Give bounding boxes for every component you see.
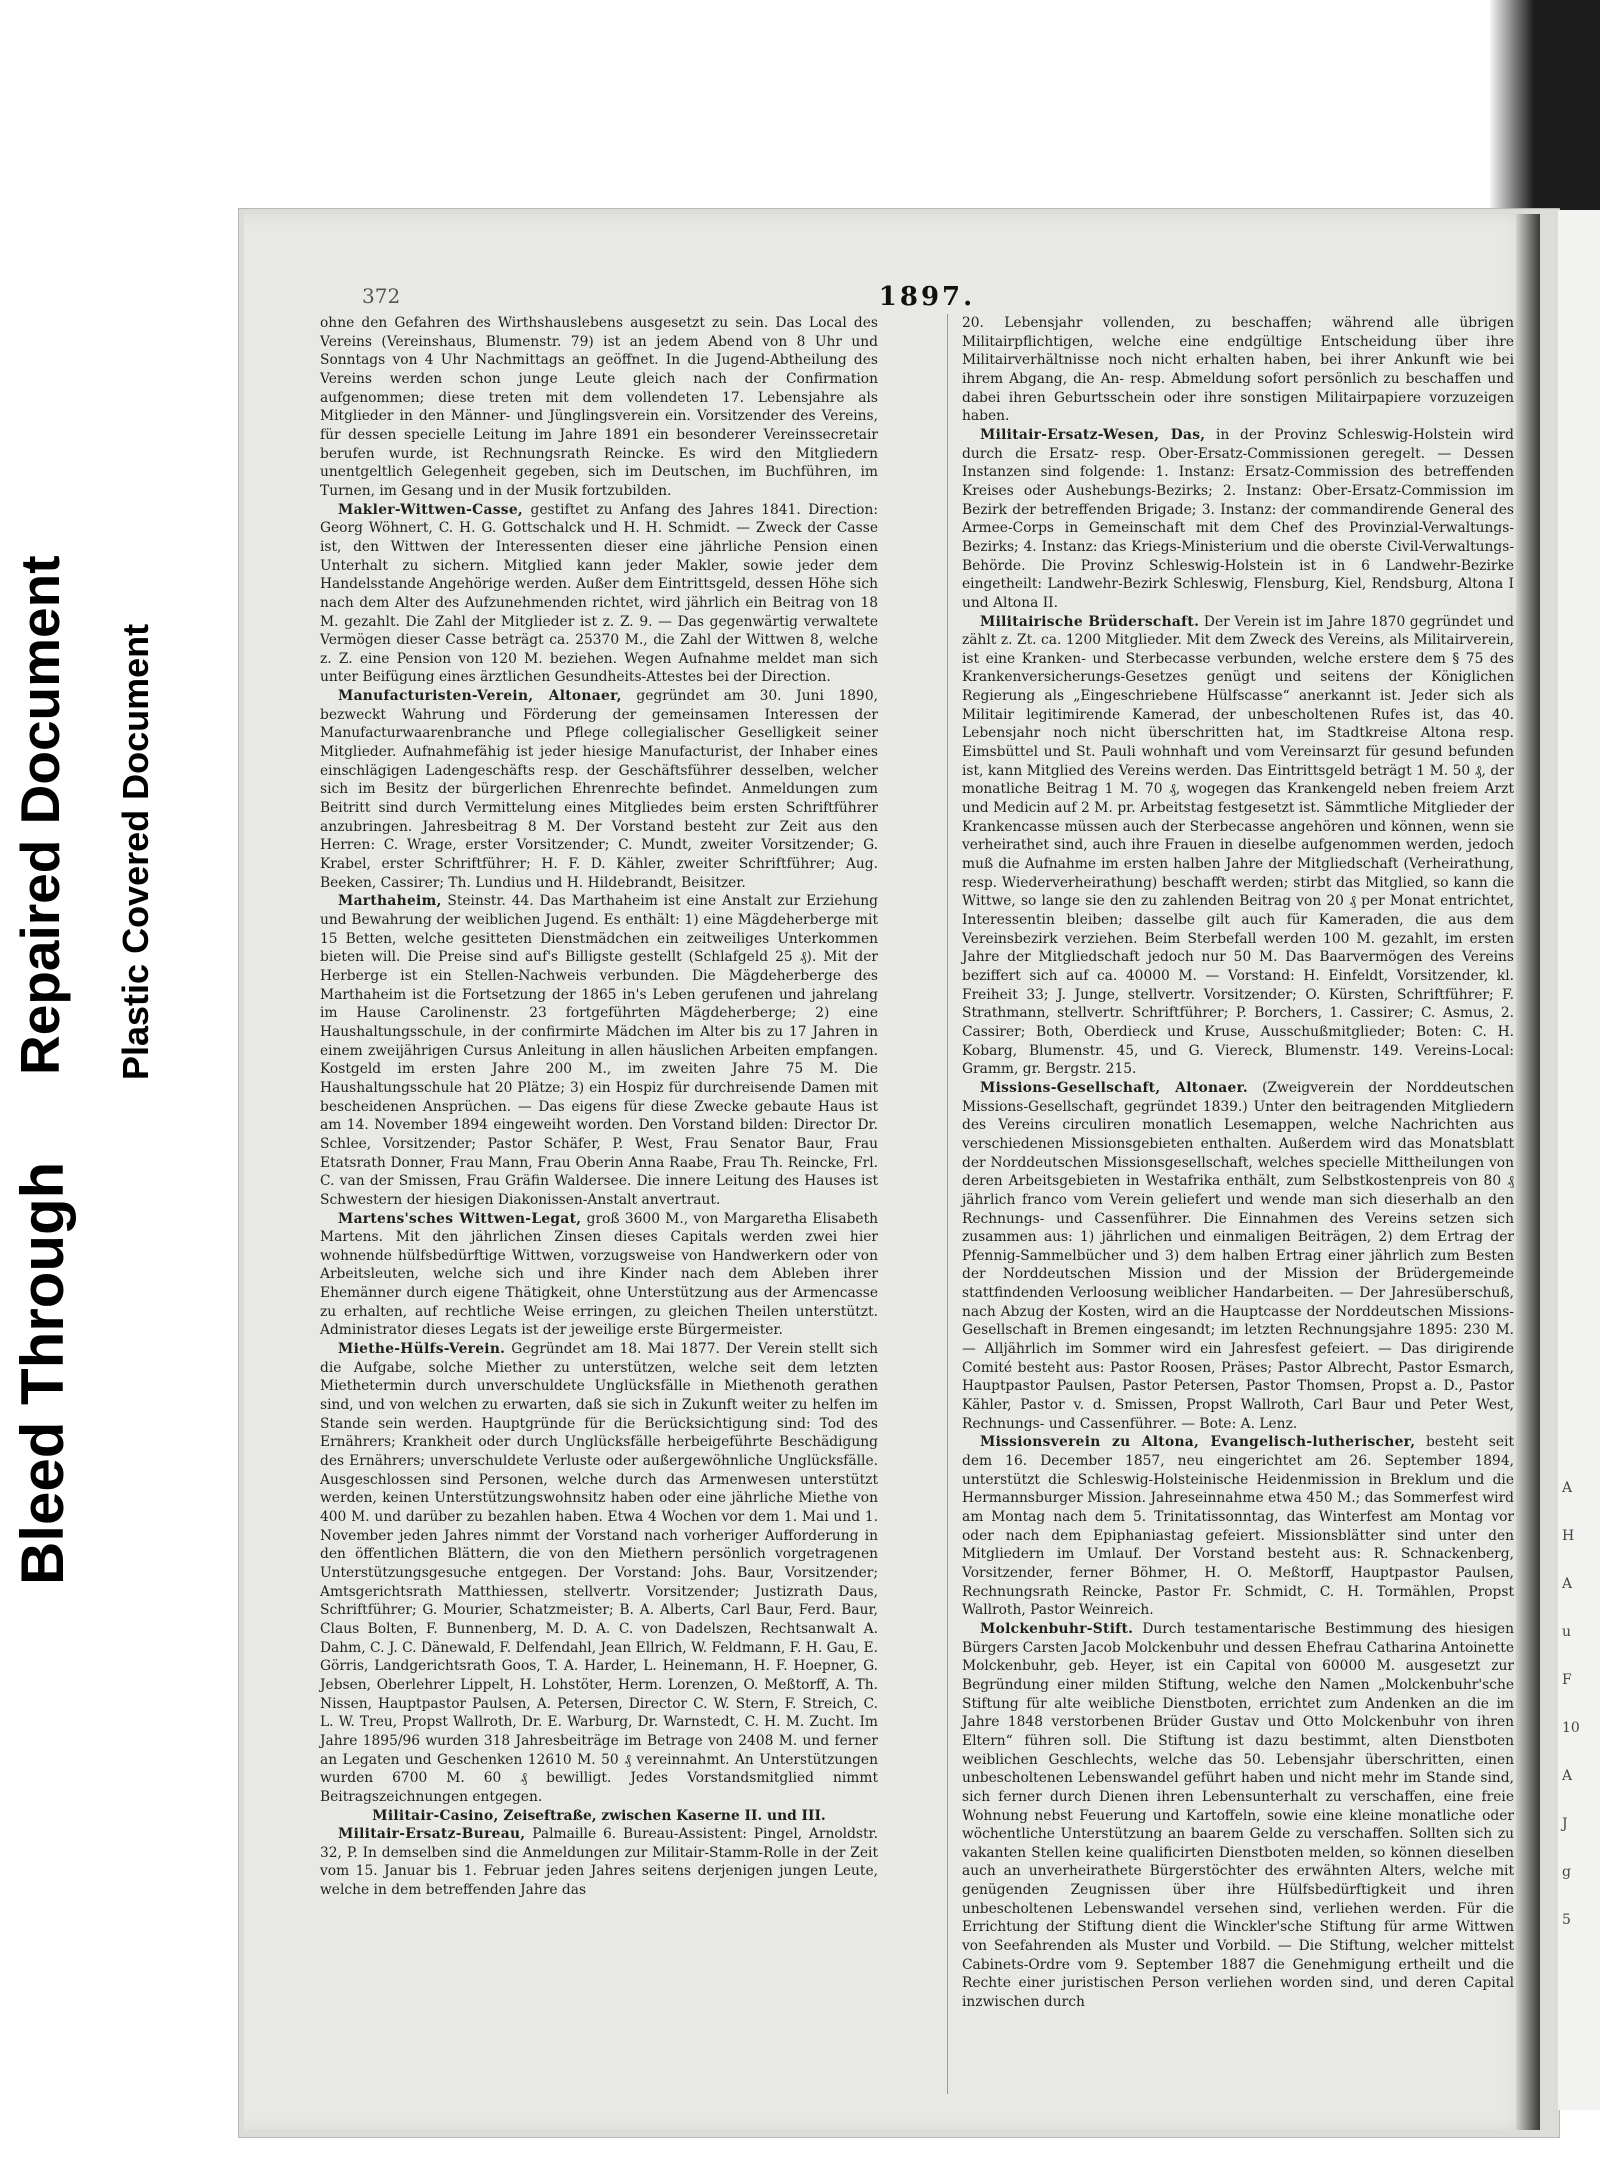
entry-heading: Martens'sches Wittwen-Legat, (338, 1210, 582, 1227)
entry-heading: Manufacturisten-Verein, Altonaer, (338, 688, 622, 705)
edge-glyph: 5 (1562, 1912, 1571, 1928)
entry-paragraph (962, 314, 1514, 426)
entry-paragraph (320, 501, 878, 688)
entry-heading: Militairische Brüderschaft. (980, 613, 1200, 630)
entry-paragraph (320, 1825, 878, 1900)
entry-text: (Zweigverein der Norddeutschen Missions-Gesellschaft, gegründet 1839.) Unter den beitragenden Mitgliedern des Vereins circuliren monatlich Lesemappen, welche Nachrichten aus verschiedenen Missionsgebieten enthalten. Außerdem wird das Monatsblatt der Norddeutschen Missionsgesellschaft, welches specielle Mittheilungen von deren Arbeitsgebieten in Westafrika enthält, zum Selbstkostenpreis von 80 ₰ jährlich franco vom Verein geliefert und wende man sich dieserhalb an den Rechnungs- und Cassenführer. Die Einnahmen des Vereins setzen sich zusammen aus: 1) jährlichen und einmaligen Beiträgen, 2) dem Ertrag der Pfennig-Sammelbücher und 3) dem halben Ertrag einer jährlich zum Besten der Norddeutschen Mission und der Mission der Brüdergemeinde stattfindenden Verloosung weiblicher Handarbeiten. — Der Jahresüberschuß, nach Abzug der Kosten, wird an die Hauptcasse der Norddeutschen Missions-Gesellschaft in Bremen eingesandt; im letzten Rechnungsjahre 1895: 230 M. — Alljährlich im Sommer wird ein Jahresfest gefeiert. — Das dirigirende Comité besteht aus: Pastor Roosen, Präses; Pastor Albrecht, Pastor Esmarch, Hauptpastor Paulsen, Pastor Petersen, Pastor Thomsen, Propst a. D., Pastor Kähler, Pastor v. d. Smissen, Propst Wallroth, Carl Baur und Peter West, Rechnungs- und Cassenführer. — Bote: A. Lenz. (962, 1079, 1514, 1432)
edge-glyph: g (1562, 1864, 1571, 1880)
entry-text: Durch testamentarische Bestimmung des hiesigen Bürgers Carsten Jacob Molckenbuhr und dessen Ehefrau Catharina Antoinette Molckenbuhr, geb. Heyer, ist ein Capital von 60000 M. ausgesetzt zur Begründung einer milden Stiftung, welche den Namen „Molckenbuhr'sche Stiftung für alte weibliche Dienstboten, errichtet zum Andenken an die im Jahre 1848 verstorbenen Brüder Gustav und Otto Molckenbuhr von ihren Eltern“ führen soll. Die Stiftung ist dazu bestimmt, alten Dienstboten weiblichen Geschlechts, welche das 50. Lebensjahr überschritten, einen unbescholtenen Lebenswandel geführt haben und nicht mehr im Stande sind, sich ferner durch Dienen ihren Lebensunterhalt zu verschaffen, eine freie Wohnung nebst Feuerung und Kartoffeln, sowie eine kleine monatliche oder wöchentliche Unterstützung an baarem Gelde zu verschaffen. Sollten sich zu vakanten Stellen keine qualificirten Dienstboten melden, so können dieselben auch an unverheirathete Bürgerstöchter des erwähnten Alters, welche mit genügenden Zeugnissen über ihre Hülfsbedürftigkeit und ihren unbescholtenen Lebenswandel versehen sind, verliehen werden. Für die Errichtung der Stiftung dient die Winckler'sche Stiftung für arme Wittwen von Seefahrenden als Muster und Vorbild. — Die Stiftung, welcher mittelst Cabinets-Ordre vom 9. September 1887 die Genehmigung ertheilt und die Rechte einer juristischen Person verliehen worden sind, und deren Capital inzwischen durch (962, 1620, 1514, 2011)
entry-paragraph (962, 426, 1514, 613)
entry-text: Palmaille 6. Bureau-Assistent: Pingel, Arnoldstr. 32, P. In demselben sind die Anmeldungen zur Militair-Stamm-Rolle in der Zeit vom 15. Januar bis 1. Februar jeden Jahres seitens derjenigen jungen Leute, welche in dem betreffenden Jahre das (320, 1826, 878, 1899)
entry-paragraph (320, 892, 878, 1209)
entry-heading: Miethe-Hülfs-Verein. (338, 1341, 506, 1358)
entry-text: 20. Lebensjahr vollenden, zu beschaffen; während alle übrigen Militairpflichtigen, welche eine endgültige Entscheidung über ihre Militairverhältnisse noch nicht erhalten haben, bei ihrer Ankunft wie bei ihrem Abgang, die An- resp. Abmeldung sofort persönlich zu beschaffen und dabei ihren Geburtsschein oder ihre sonstigen Militairpapiere vorzuzeigen haben. (962, 315, 1514, 425)
edge-glyph: 10 (1562, 1720, 1580, 1736)
edge-glyph: A (1562, 1768, 1573, 1784)
entry-heading: Militair-Ersatz-Bureau, (338, 1826, 526, 1843)
entry-paragraph (962, 1620, 1514, 2012)
edge-glyph: F (1562, 1672, 1572, 1688)
entry-paragraph (320, 687, 878, 892)
entry-heading: Marthaheim, (338, 893, 442, 910)
scanned-sheet (238, 208, 1560, 2138)
plastic-covered-label: Plastic Covered Document (115, 623, 156, 1080)
entry-text: gegründet am 30. Juni 1890, bezweckt Wahrung und Förderung der gemeinsamen Interessen der Manufacturwaarenbranche und Pflege collegialischer Geselligkeit seiner Mitglieder. Aufnahmefähig ist jeder hiesige Manufacturist, der Inhaber eines einschlägigen Ladengeschäfts resp. der Geschäftsführer desselben, welcher sich im Besitz der bürgerlichen Ehrenrechte befindet. Anmeldungen zum Beitritt sind durch Vermittelung eines Mitgliedes beim ersten Schriftführer anzubringen. Jahresbeitrag 8 M. Der Vorstand besteht zur Zeit aus den Herren: C. Wrage, erster Vorsitzender; C. Mundt, zweiter Vorsitzender; G. Krabel, erster Schriftführer; H. F. D. Kähler, zweiter Schriftführer; Aug. Beeken, Cassirer; Th. Lundius und H. Hildebrandt, Beisitzer. (320, 688, 878, 891)
entry-text: Zeiseftraße, zwischen Kaserne II. und III. (498, 1807, 826, 1824)
entry-text: ohne den Gefahren des Wirthshauslebens ausgesetzt zu sein. Das Local des Vereins (Vereinshaus, Blumenstr. 79) ist an jedem Abend von 8 Uhr und Sonntags von 4 Uhr Nachmittags an geöffnet. In die Jugend-Abtheilung des Vereins werden schon junge Leute gleich nach der Confirmation aufgenommen; diese treten mit dem vollendeten 17. Lebensjahre als Mitglieder in den Männer- und Jünglingsverein ein. Vorsitzender des Vereins, für dessen specielle Leitung im Jahre 1891 ein besonderer Vereinssecretair berufen wurde, ist Rechnungsrath Reincke. Es wird den Mitgliedern unentgeltlich Gelegenheit gegeben, sich im Deutschen, im Buchführen, im Turnen, im Gesang und in der Musik fortzubilden. (320, 315, 878, 499)
bleed-through-label: Bleed Through (9, 1161, 76, 1585)
entry-paragraph (320, 1210, 878, 1341)
edge-glyph: u (1562, 1624, 1572, 1640)
entry-paragraph (962, 1079, 1514, 1433)
left-column (320, 314, 878, 1900)
entry-paragraph (320, 1340, 878, 1806)
edge-glyph: A (1562, 1576, 1573, 1592)
entry-heading: Makler-Wittwen-Casse, (338, 501, 524, 518)
column-divider (947, 314, 948, 2094)
page-header (362, 282, 1492, 312)
next-page-edge (1558, 210, 1600, 2110)
entry-text: in der Provinz Schleswig-Holstein wird durch die Ersatz- resp. Ober-Ersatz-Commissionen geregelt. — Dessen Instanzen sind folgende: 1. Instanz: Ersatz-Commission des betreffenden Kreises oder Aushebungs-Bezirks; 2. Instanz: Ober-Ersatz-Commission im Bezirk der betreffenden Brigade; 3. Instanz: der commandirende General des Armee-Corps in Gemeinschaft mit dem Chef des Provinzial-Verwaltungs-Bezirks; 4. Instanz: das Kriegs-Ministerium und die oberste Civil-Verwaltungs-Behörde. Die Provinz Schleswig-Holstein ist in 6 Landwehr-Bezirke eingetheilt: Landwehr-Bezirk Schleswig, Flensburg, Kiel, Rendsburg, Altona I und Altona II. (962, 426, 1514, 611)
entry-text: Gegründet am 18. Mai 1877. Der Verein stellt sich die Aufgabe, solche Miether zu unterstützen, welche seit dem letzten Miethetermin durch unverschuldete Unglücksfälle in Miethenoth gerathen sind, und von welchen zu erwarten, daß sie sich in Zukunft weiter zu helfen im Stande sein werden. Hauptgründe für die Berücksichtigung sind: Tod des Ernährers; Krankheit oder durch Unglücksfälle herbeigeführte Beschädigung des Ernährers; unverschuldete Verluste oder außergewöhnliche Unglücksfälle. Ausgeschlossen sind Personen, welche durch das Armenwesen unterstützt werden, keinen Unterstützungswohnsitz haben oder eine jährliche Miethe von 400 M. und darüber zu bezahlen haben. Etwa 4 Wochen vor dem 1. Mai und 1. November jeden Jahres nimmt der Vorstand nach vorheriger Aufforderung in den öffentlichen Blättern, die von den Miethern persönlich vorgetragenen Unterstützungsgesuche entgegen. Der Vorstand: Johs. Baur, Vorsitzender; Amtsgerichtsrath Matthiessen, stellvertr. Vorsitzender; Justizrath Daus, Schriftführer; G. Mourier, Schatzmeister; B. A. Alberts, Carl Baur, Ferd. Baur, Claus Bolten, F. Bunnenberg, M. D. A. C. von Dadelszen, Rechtsanwalt A. Dahm, C. J. C. Dänewald, F. Delfendahl, Jean Ellrich, W. Feldmann, F. H. Gau, E. Görris, Landgerichtsrath Goos, T. A. Harder, L. Heinemann, H. F. Hoepner, G. Jebsen, Oberlehrer Lippelt, H. Lohstöter, Herm. Lorenzen, O. Meßtorff, A. Th. Nissen, Hauptpastor Paulsen, A. Petersen, Director C. W. Stern, F. Streich, C. L. W. Treu, Propst Wallroth, Dr. E. Warburg, Dr. Warnstedt, C. H. M. Zucht. Im Jahre 1895/96 wurden 318 Jahresbeiträge im Betrage von 2408 M. und ferner an Legaten und Geschenken 12610 M. 50 ₰ vereinnahmt. An Unterstützungen wurden 6700 M. 60 ₰ bewilligt. Jedes Vorstandsmitglied nimmt Beitragszeichnungen entgegen. (320, 1341, 878, 1805)
edge-glyph: A (1562, 1480, 1573, 1496)
right-column (962, 314, 1514, 2012)
entry-text: gestiftet zu Anfang des Jahres 1841. Direction: Georg Wöhnert, C. H. G. Gottschalck und H. H. Schmidt. — Zweck der Casse ist, den Wittwen der Interessenten dieser eine jährliche Pension einen Unterhalt zu sichern. Mitglied kann jeder Makler, sowie jeder dem Handelsstande Angehörige werden. Außer dem Eintrittsgeld, dessen Höhe sich nach dem Alter des Aufzunehmenden richtet, wird jährlich ein Beitrag von 18 M. gezahlt. Die Zahl der Mitglieder ist z. Z. 9. — Das gegenwärtig verwaltete Vermögen dieser Casse beträgt ca. 25370 M., die Zahl der Wittwen 8, welche z. Z. eine Pension von 120 M. beziehen. Wegen Aufnahme meldet man sich unter Beifügung eines ärztlichen Gesundheits-Attestes bei der Direction. (320, 501, 878, 686)
page-number: 372 (362, 284, 401, 308)
repaired-document-label: Repaired Document (9, 555, 71, 1075)
entry-paragraph (962, 613, 1514, 1079)
entry-paragraph (320, 314, 878, 501)
page-year-title: 1897. (878, 282, 976, 312)
entry-text: Der Verein ist im Jahre 1870 gegründet und zählt z. Zt. ca. 1200 Mitglieder. Mit dem Zweck des Vereins, als Militairverein, ist eine Kranken- und Sterbecasse verbunden, welche erstere dem § 75 des Krankenversicherungs-Gesetzes genügt und seitens der Königlichen Regierung als „Eingeschriebene Hülfscasse“ anerkannt ist. Jeder sich als Militair legitimirende Kamerad, der unbescholtenen Rufes ist, das 40. Lebensjahr noch nicht überschritten hat, im Stadtkreise Altona resp. Eimsbüttel und St. Pauli wohnhaft und vom Vereinsarzt für gesund befunden ist, kann Mitglied des Vereins werden. Das Eintrittsgeld beträgt 1 M. 50 ₰, der monatliche Beitrag 1 M. 70 ₰, wogegen das Krankengeld neben freiem Arzt und Medicin auf 2 M. pr. Arbeitstag festgesetzt ist. Sämmtliche Mitglieder der Krankencasse müssen auch der Sterbecasse angehören und können, wenn sie verheirathet sind, auch ihre Frauen in dieselbe aufgenommen werden, jedoch muß die Aufnahme im ersten halben Jahre der Mitgliedschaft (Verheirathung, resp. Wiederverheirathung) beschafft werden; stirbt das Mitglied, so kann die Wittwe, so lange sie den zu zahlenden Beitrag von 20 ₰ per Monat entrichtet, Interessentin bleiben; dasselbe gilt auch für Kameraden, die aus dem Vereinsbezirk verziehen. Beim Sterbefall werden 100 M. gezahlt, im ersten Jahre der Mitgliedschaft jedoch nur 50 M. Das Baarvermögen des Vereins beziffert sich auf ca. 40000 M. — Vorstand: H. Einfeldt, Vorsitzender, kl. Freiheit 33; J. Junge, stellvertr. Vorsitzender; O. Kürsten, Schriftführer; F. Strathmann, stellvertr. Schriftführer; P. Borchers, 1. Cassirer; C. Asmus, 2. Cassirer; Both, Oberdieck und Kruse, Ausschußmitglieder; Boten: C. H. Kobarg, Blumenstr. 45, und G. Viereck, Blumenstr. 149. Vereins-Local: Gramm, gr. Bergstr. 215. (962, 613, 1514, 1078)
entry-heading: Militair-Ersatz-Wesen, Das, (980, 426, 1206, 443)
entry-text: besteht seit dem 16. December 1857, neu eingerichtet am 26. September 1894, unterstützt die Schleswig-Holsteinische Heidenmission in Breklum und die Hermannsburger Mission. Jahreseinnahme etwa 450 M.; das Sommerfest wird am Montag nach dem 5. Trinitatissonntag, das Winterfest am Montag vor oder nach dem Epiphaniastag gefeiert. Missionsblätter sind unter den Mitgliedern im Umlauf. Der Vorstand besteht aus: R. Schnackenberg, Vorsitzender, ferner Böhmer, H. O. Meßtorff, Hauptpastor Paulsen, Rechnungsrath Reincke, Pastor Fr. Schmidt, C. H. Tormählen, Propst Wallroth, Pastor Weinreich. (962, 1434, 1514, 1619)
entry-heading: Missions-Gesellschaft, Altonaer. (980, 1079, 1249, 1096)
entry-heading: Missionsverein zu Altona, Evangelisch-lutherischer, (980, 1434, 1416, 1451)
entry-heading: Molckenbuhr-Stift. (980, 1620, 1134, 1637)
entry-paragraph (320, 1807, 878, 1826)
entry-text: groß 3600 M., von Margaretha Elisabeth Martens. Mit den jährlichen Zinsen dieses Capitals werden zwei hier wohnende hülfsbedürftige Wittwen, vorzugsweise von Handwerkern oder von Arbeitsleuten, welche sich und ihre Kinder nach dem Ableben ihrer Ehemänner durch eigene Thätigkeit, ohne Unterstützung aus der Armencasse zu erhalten, auf rechtliche Weise erringen, zu gleichen Theilen unterstützt. Administrator dieses Legats ist der jeweilige erste Bürgermeister. (320, 1210, 879, 1339)
binding-gutter (1516, 214, 1540, 2130)
entry-paragraph (962, 1433, 1514, 1620)
document-page (244, 214, 1540, 2130)
entry-text: Steinstr. 44. Das Marthaheim ist eine Anstalt zur Erziehung und Bewahrung der weiblichen Jugend. Es enthält: 1) eine Mägdeherberge mit 15 Betten, welche gesitteten Dienstmädchen ein zeitweiliges Unterkommen bieten will. Die Preise sind auf's Billigste gestellt (Schlafgeld 25 ₰). Mit der Herberge ist ein Stellen-Nachweis verbunden. Die Mägdeherberge des Marthaheim ist die Fortsetzung der 1865 in's Leben gerufenen und jahrelang im Hause Carolinenstr. 23 fortgeführten Mägdeherberge; 2) eine Haushaltungsschule, in der confirmirte Mädchen im Alter bis zu 17 Jahren in einem zweijährigen Cursus Anleitung in allen häuslichen Arbeiten empfangen. Kostgeld im ersten Jahre 200 M., im zweiten Jahre 75 M. Die Haushaltungsschule hat 20 Plätze; 3) ein Hospiz für durchreisende Damen mit bescheidenen Ansprüchen. — Das eigens für diese Zwecke gebaute Haus ist am 14. November 1894 eingeweiht worden. Den Vorstand bilden: Director Dr. Schlee, Vorsitzender; Pastor Schäfer, P. West, Frau Senator Baur, Frau Etatsrath Donner, Frau Mann, Frau Oberin Anna Raabe, Frau Th. Reincke, Frl. C. van der Smissen, Frau Gräfin Waldersee. Die innere Leitung des Hauses ist Schwestern der hiesigen Diakonissen-Anstalt anvertraut. (320, 893, 878, 1208)
edge-glyph: J (1562, 1816, 1568, 1832)
edge-glyph: H (1562, 1528, 1575, 1544)
entry-heading: Militair-Casino, (372, 1807, 499, 1824)
